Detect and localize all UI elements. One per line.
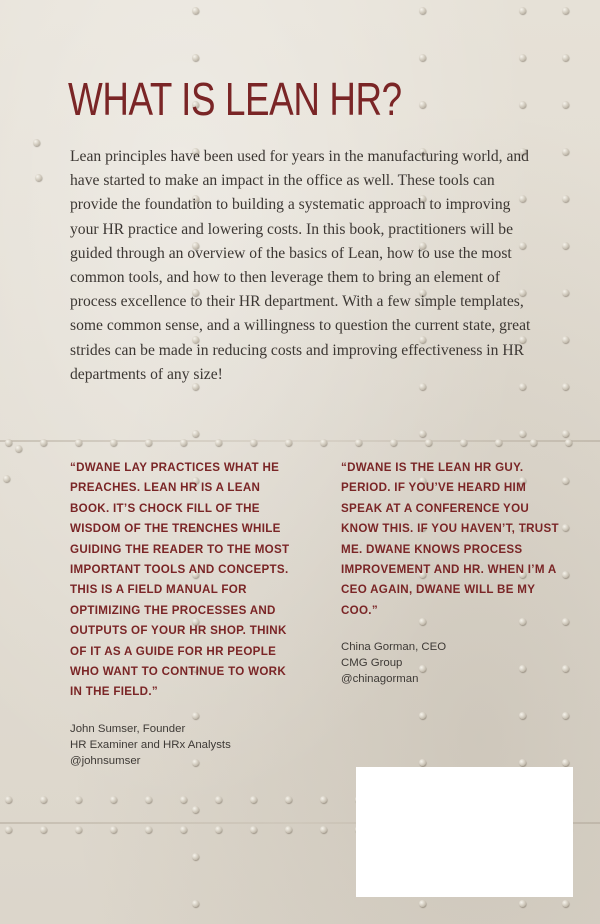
rivet: [35, 174, 42, 181]
rivet: [519, 430, 526, 437]
rivet: [419, 101, 426, 108]
rivet: [419, 7, 426, 14]
rivet: [5, 439, 12, 446]
rivet: [519, 712, 526, 719]
rivet: [562, 54, 569, 61]
rivet: [562, 665, 569, 672]
rivet: [33, 139, 40, 146]
rivet: [110, 796, 117, 803]
attribution-handle: @johnsumser: [70, 755, 141, 768]
rivet: [215, 826, 222, 833]
rivet: [519, 7, 526, 14]
rivet: [419, 712, 426, 719]
rivet: [110, 826, 117, 833]
rivet: [3, 475, 10, 482]
rivet: [460, 439, 467, 446]
plate-seam-top: [0, 440, 600, 442]
rivet: [192, 7, 199, 14]
rivet: [192, 54, 199, 61]
rivet: [562, 571, 569, 578]
rivet: [5, 826, 12, 833]
rivet: [250, 826, 257, 833]
rivet: [419, 54, 426, 61]
attribution-handle: @chinagorman: [341, 673, 419, 686]
rivet: [110, 439, 117, 446]
rivet: [419, 430, 426, 437]
rivet: [192, 430, 199, 437]
intro-paragraph: Lean principles have been used for years in the manufacturing world, and have started to make an impact in the office as well. These tools can provide the foundation to building a systematic approach to improving your HR practice and lowering costs. In this book, practitioners will be guided through an overview of the basics of Lean, how to use the most common tools, and how to then leverage them to bring an element of process excellence to their HR department. With a few simple templates, some common sense, and a willingness to question the current state, great strides can be made in reducing costs and improving effectiveness in HR departments of any size!: [70, 148, 531, 383]
rivet: [562, 148, 569, 155]
rivet: [285, 826, 292, 833]
rivet: [419, 900, 426, 907]
rivet: [320, 796, 327, 803]
rivet: [562, 477, 569, 484]
attribution-gorman: [341, 639, 446, 688]
rivet: [40, 439, 47, 446]
rivet: [192, 900, 199, 907]
rivet: [192, 853, 199, 860]
rivet: [419, 759, 426, 766]
rivet: [145, 439, 152, 446]
rivet: [562, 195, 569, 202]
rivet: [425, 439, 432, 446]
rivet: [562, 242, 569, 249]
rivet: [75, 796, 82, 803]
rivet: [519, 54, 526, 61]
rivet: [562, 101, 569, 108]
rivet: [180, 796, 187, 803]
rivet: [285, 439, 292, 446]
rivet: [215, 439, 222, 446]
rivet: [180, 826, 187, 833]
rivet: [40, 796, 47, 803]
attribution-name: John Sumser, Founder: [70, 723, 186, 735]
attribution-org: HR Examiner and HRx Analysts: [70, 739, 231, 752]
testimonial-quote-gorman: “DWANE IS THE LEAN HR GUY. PERIOD. IF YOU’VE HEARD HIM SPEAK AT A CONFERENCE YOU KNOW THIS. IF YOU HAVEN’T, TRUST ME. DWANE KNOWS PROCESS IMPROVEMENT AND HR. WHEN I’M A CEO AGAIN, DWANE WILL BE MY COO.”: [341, 461, 559, 617]
rivet: [250, 439, 257, 446]
rivet: [562, 524, 569, 531]
rivet: [562, 900, 569, 907]
testimonial-quote-sumser: “DWANE LAY PRACTICES WHAT HE PREACHES. LEAN HR IS A LEAN BOOK. IT’S CHOCK FILL OF THE WISDOM OF THE TRENCHES WHILE GUIDING THE READER TO THE MOST IMPORTANT TOOLS AND CONCEPTS. THIS IS A FIELD MANUAL FOR OPTIMIZING THE PROCESSES AND OUTPUTS OF YOUR HR SHOP. THINK OF IT AS A GUIDE FOR HR PEOPLE WHO WANT TO CONTINUE TO WORK IN THE FIELD.”: [70, 461, 290, 699]
rivet: [390, 439, 397, 446]
attribution-name: China Gorman, CEO: [341, 641, 447, 653]
rivet: [192, 712, 199, 719]
rivet: [519, 665, 526, 672]
rivet: [40, 826, 47, 833]
rivet: [519, 900, 526, 907]
rivet: [250, 796, 257, 803]
rivet: [519, 101, 526, 108]
rivet: [285, 796, 292, 803]
rivet: [15, 445, 22, 452]
attribution-sumser: [70, 721, 231, 770]
rivet: [519, 759, 526, 766]
rivet: [75, 439, 82, 446]
rivet: [192, 806, 199, 813]
rivet: [145, 796, 152, 803]
rivet: [562, 759, 569, 766]
rivet: [320, 439, 327, 446]
rivet: [145, 826, 152, 833]
rivet: [320, 826, 327, 833]
rivet: [215, 796, 222, 803]
rivet: [495, 439, 502, 446]
rivet: [562, 430, 569, 437]
rivet: [530, 439, 537, 446]
rivet: [562, 383, 569, 390]
barcode-area: [356, 767, 573, 897]
rivet: [5, 796, 12, 803]
rivet: [562, 712, 569, 719]
rivet: [562, 618, 569, 625]
rivet: [355, 439, 362, 446]
rivet: [180, 439, 187, 446]
rivet: [562, 289, 569, 296]
rivet: [565, 439, 572, 446]
rivet: [75, 826, 82, 833]
page-title: WHAT IS LEAN HR?: [68, 73, 402, 125]
rivet: [562, 336, 569, 343]
rivet: [562, 7, 569, 14]
attribution-org: CMG Group: [341, 657, 403, 670]
